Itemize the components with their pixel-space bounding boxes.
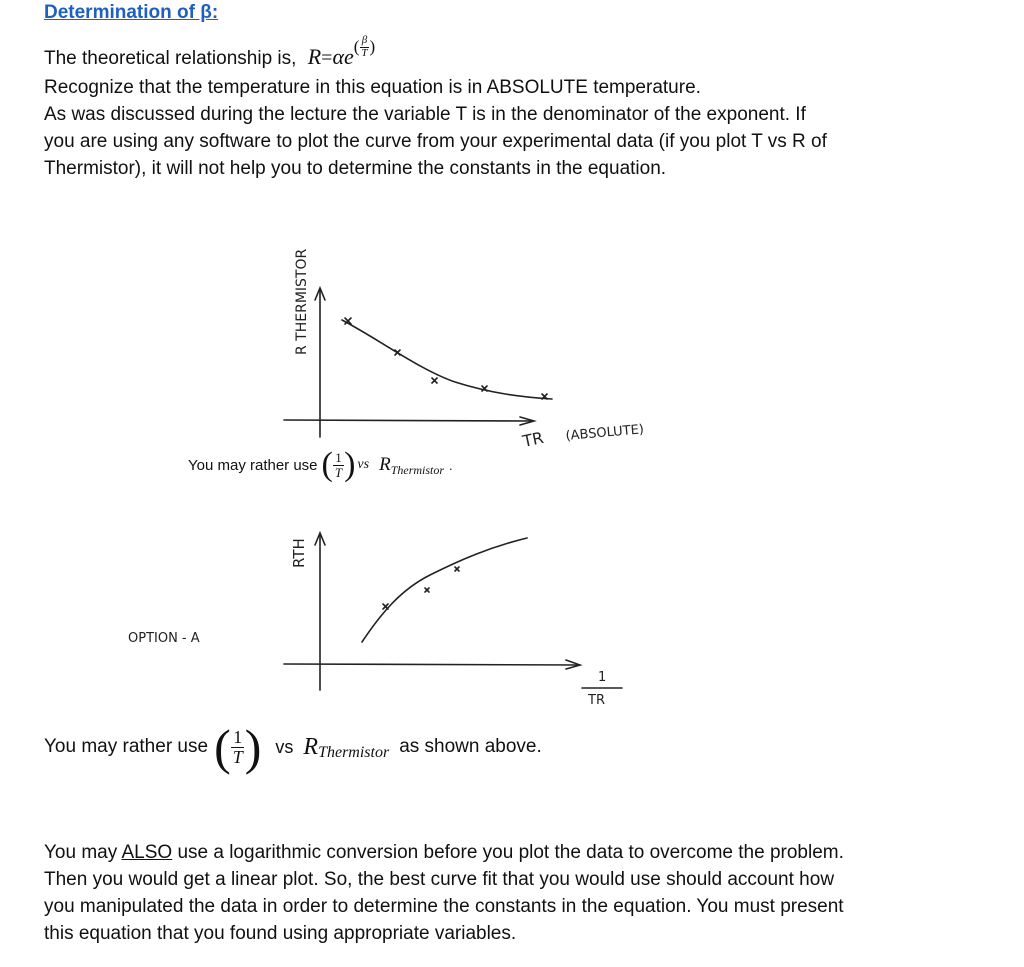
sketch2-x-axis (284, 664, 580, 665)
sketch2-y-label: RTH (290, 538, 308, 568)
equation-equals: = (321, 47, 333, 69)
mid-frac-denominator: T (334, 464, 343, 480)
bottom-caption-suffix: as shown above. (399, 736, 542, 757)
intro-line-3: As was discussed during the lecture the variable T is in the denominator of the exponent. If (44, 104, 806, 125)
mid-caption-prefix: You may rather use (188, 456, 318, 474)
closing-line-4: this equation that you found using appropriate variables. (44, 923, 517, 944)
bottom-frac-denominator: T (232, 746, 243, 767)
intro-line-4: you are using any software to plot the curve from your experimental data (if you plot T vs R of (44, 131, 827, 152)
mid-period: . (449, 457, 453, 473)
mid-r-subscript: Thermistor (390, 462, 445, 477)
sketch1-x-axis (284, 420, 533, 421)
bottom-r: R (303, 733, 319, 760)
closing-line-1 (44, 842, 844, 864)
bottom-frac-numerator: 1 (233, 726, 243, 747)
closing-text-c: use a logarithmic conversion before you plot the data to overcome the problem. (172, 842, 844, 863)
sketch1-curve (342, 320, 552, 399)
sketch1-y-label: R THERMISTOR (294, 248, 310, 355)
intro-prefix: The theoretical relationship is, (44, 48, 297, 69)
closing-line-2: Then you would get a linear plot. So, the best curve fit that you would use should account how (44, 869, 835, 890)
sketch1-x-label: TR (520, 427, 546, 451)
bottom-vs: vs (275, 736, 294, 757)
closing-also-emphasis: ALSO (121, 842, 173, 863)
equation-alpha-e: αe (332, 44, 354, 69)
option-a-label: OPTION - A (128, 631, 200, 646)
equation-r: R (307, 44, 322, 69)
mid-vs: vs (357, 457, 370, 472)
mid-r: R (379, 454, 391, 475)
closing-line-3: you manipulated the data in order to determine the constants in the equation. You must present (44, 896, 844, 917)
bottom-r-subscript: Thermistor (318, 744, 390, 761)
bottom-caption: You may rather use ( $\frac{1}{T}$ ) vs R Thermistor as shown above. (44, 719, 542, 775)
sketch2-curve (362, 538, 527, 642)
bottom-caption-prefix: You may rather use (44, 736, 209, 757)
equation-exponent: ( $\frac{\beta}{T}$ ) (353, 33, 376, 59)
section-heading: Determination of β: (44, 2, 219, 23)
closing-text-a: You may (44, 842, 122, 863)
mid-caption: You may rather use ( $\frac{1}{T}$ ) vs R Thermistor . (188, 446, 453, 483)
mid-frac-numerator: 1 (335, 449, 342, 465)
sketch1-x-note: (ABSOLUTE) (565, 422, 645, 444)
sketch2-x-numerator: 1 (598, 670, 607, 685)
sketch2-x-denominator: TR (588, 693, 605, 708)
intro-line-2: Recognize that the temperature in this equation is in ABSOLUTE temperature. (44, 77, 701, 98)
intro-line-5: Thermistor), it will not help you to determine the constants in the equation. (44, 158, 667, 179)
exponent-denominator: T (361, 46, 368, 59)
exponent-numerator: β (361, 33, 368, 46)
